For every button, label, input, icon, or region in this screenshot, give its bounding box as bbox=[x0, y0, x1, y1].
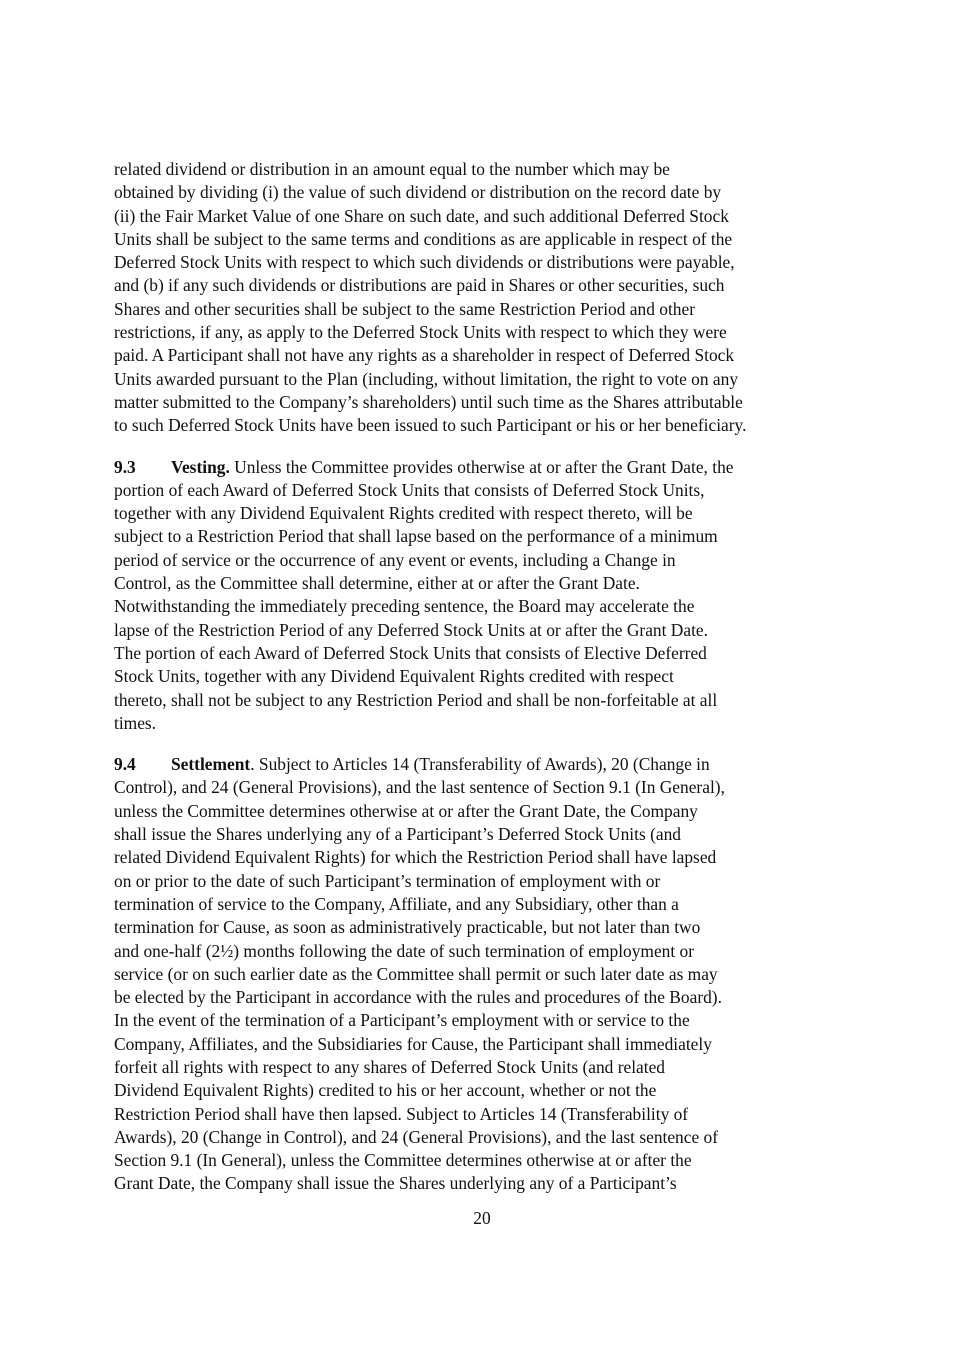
text-line: Awards), 20 (Change in Control), and 24 (General Provisions), and the last sentence of bbox=[114, 1126, 719, 1147]
text-line: Restriction Period shall have then lapsed. Subject to Articles 14 (Transferability of bbox=[114, 1103, 689, 1124]
text-line: and one-half (2½) months following the date of such termination of employment or bbox=[114, 940, 695, 961]
text-line: Control), and 24 (General Provisions), and the last sentence of Section 9.1 (In General), bbox=[114, 777, 725, 798]
text-line: restrictions, if any, as apply to the Deferred Stock Units with respect to which they were bbox=[114, 322, 727, 343]
text-line: be elected by the Participant in accordance with the rules and procedures of the Board). bbox=[114, 987, 722, 1008]
text-line: Section 9.1 (In General), unless the Committee determines otherwise at or after the bbox=[114, 1150, 692, 1171]
text-line: (ii) the Fair Market Value of one Share on such date, and such additional Deferred Stock bbox=[114, 205, 729, 226]
text-line: service (or on such earlier date as the Committee shall permit or such later date as may bbox=[114, 963, 718, 984]
section-first-line-text: . Subject to Articles 14 (Transferability of Awards), 20 (Change in bbox=[250, 754, 710, 775]
text-line: termination for Cause, as soon as administratively practicable, but not later than two bbox=[114, 917, 701, 938]
section-9-3-vesting bbox=[114, 456, 840, 736]
text-line: Control, as the Committee shall determine, either at or after the Grant Date. bbox=[114, 573, 640, 594]
text-line: Units shall be subject to the same terms and conditions as are applicable in respect of the bbox=[114, 228, 733, 249]
text-line: Stock Units, together with any Dividend Equivalent Rights credited with respect bbox=[114, 666, 674, 687]
text-line: termination of service to the Company, Affiliate, and any Subsidiary, other than a bbox=[114, 893, 679, 914]
section-title: Settlement bbox=[171, 754, 251, 775]
section-heading-line bbox=[114, 456, 840, 479]
text-line: subject to a Restriction Period that shall lapse based on the performance of a minimum bbox=[114, 526, 718, 547]
text-line: period of service or the occurrence of any event or events, including a Change in bbox=[114, 549, 676, 570]
text-line: unless the Committee determines otherwise at or after the Grant Date, the Company bbox=[114, 800, 698, 821]
text-line: Shares and other securities shall be subject to the same Restriction Period and other bbox=[114, 298, 695, 319]
section-first-line-text: Unless the Committee provides otherwise at or after the Grant Date, the bbox=[229, 456, 734, 477]
text-line: Dividend Equivalent Rights) credited to his or her account, whether or not the bbox=[114, 1080, 657, 1101]
text-line: Grant Date, the Company shall issue the Shares underlying any of a Participant’s bbox=[114, 1173, 677, 1194]
text-line: together with any Dividend Equivalent Rights credited with respect thereto, will be bbox=[114, 503, 693, 524]
text-line: Company, Affiliates, and the Subsidiaries for Cause, the Participant shall immediately bbox=[114, 1033, 712, 1054]
text-line: Notwithstanding the immediately preceding sentence, the Board may accelerate the bbox=[114, 596, 695, 617]
text-line: In the event of the termination of a Participant’s employment with or service to the bbox=[114, 1010, 690, 1031]
section-9-4-settlement bbox=[114, 753, 840, 1196]
text-line: forfeit all rights with respect to any shares of Deferred Stock Units (and related bbox=[114, 1056, 665, 1077]
text-line: related Dividend Equivalent Rights) for which the Restriction Period shall have lapsed bbox=[114, 847, 717, 868]
text-line: lapse of the Restriction Period of any Deferred Stock Units at or after the Grant Date. bbox=[114, 619, 708, 640]
text-line: The portion of each Award of Deferred Stock Units that consists of Elective Deferred bbox=[114, 642, 707, 663]
section-title: Vesting. bbox=[171, 456, 230, 477]
text-line: related dividend or distribution in an amount equal to the number which may be bbox=[114, 159, 670, 179]
text-line: portion of each Award of Deferred Stock Units that consists of Deferred Stock Units, bbox=[114, 479, 705, 500]
section-heading-line bbox=[114, 753, 840, 776]
text-line: and (b) if any such dividends or distributions are paid in Shares or other securities, such bbox=[114, 275, 725, 296]
page-number: 20 bbox=[473, 1208, 491, 1228]
text-line: shall issue the Shares underlying any of a Participant’s Deferred Stock Units (and bbox=[114, 824, 681, 845]
text-line: on or prior to the date of such Participant’s termination of employment with or bbox=[114, 870, 661, 891]
document-page bbox=[114, 158, 840, 1214]
text-line: obtained by dividing (i) the value of such dividend or distribution on the record date by bbox=[114, 182, 722, 203]
text-line: Units awarded pursuant to the Plan (including, without limitation, the right to vote on any bbox=[114, 368, 739, 389]
text-line: to such Deferred Stock Units have been issued to such Participant or his or her beneficiary. bbox=[114, 415, 747, 436]
text-line: matter submitted to the Company’s shareholders) until such time as the Shares attributable bbox=[114, 391, 743, 412]
text-line: thereto, shall not be subject to any Restriction Period and shall be non-forfeitable at all bbox=[114, 689, 718, 710]
section-number: 9.4 bbox=[114, 754, 136, 775]
section-number: 9.3 bbox=[114, 456, 136, 477]
paragraph-dividend-continuation bbox=[114, 158, 840, 438]
text-line: times. bbox=[114, 712, 157, 733]
text-line: paid. A Participant shall not have any rights as a shareholder in respect of Deferred Stock bbox=[114, 345, 735, 366]
text-line: Deferred Stock Units with respect to which such dividends or distributions were payable, bbox=[114, 252, 735, 273]
